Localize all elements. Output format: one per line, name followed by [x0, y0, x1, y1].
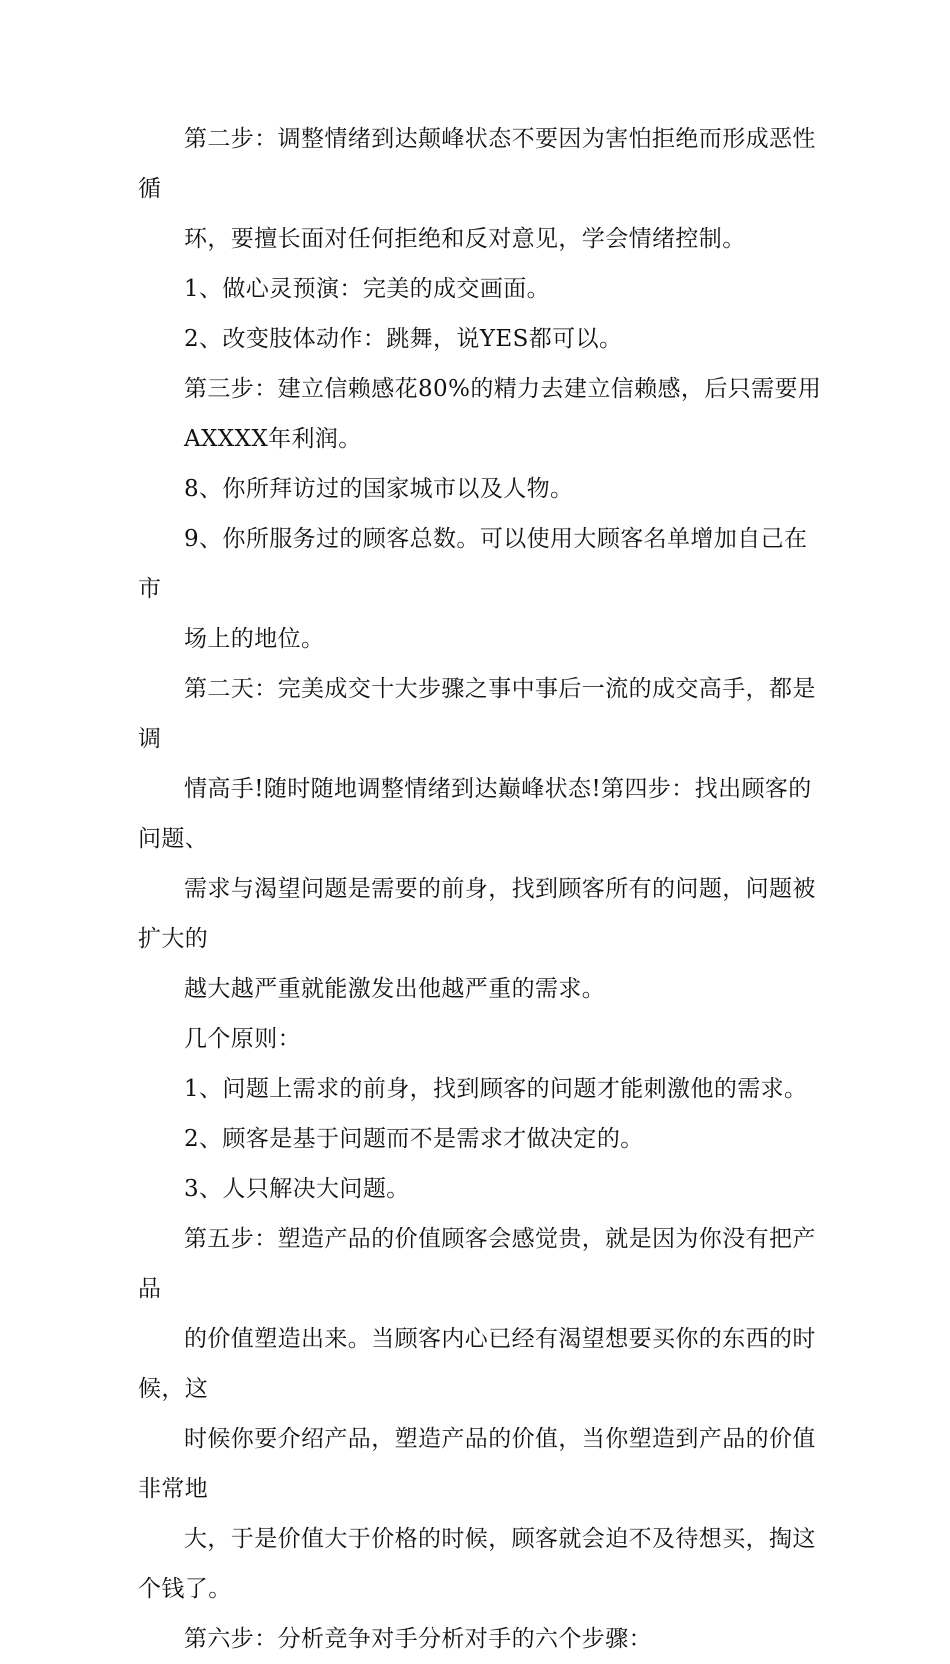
document-body: [138, 114, 824, 1664]
paragraph: [138, 114, 824, 264]
paragraph: [138, 514, 824, 664]
paragraph-line: 情高手!随时随地调整情绪到达巅峰状态!第四步：找出顾客的问题、: [138, 776, 812, 852]
paragraph: [138, 364, 824, 464]
paragraph: [138, 264, 824, 314]
paragraph: [138, 464, 824, 514]
paragraph-line: 2、改变肢体动作：跳舞，说YES都可以。: [184, 326, 623, 352]
paragraph-line: 第六步：分析竞争对手分析对手的六个步骤：: [184, 1626, 652, 1652]
paragraph-line: 2、顾客是基于问题而不是需求才做决定的。: [184, 1126, 644, 1152]
paragraph-line: 环，要擅长面对任何拒绝和反对意见，学会情绪控制。: [184, 226, 746, 252]
paragraph-line: 需求与渴望问题是需要的前身，找到顾客所有的问题，问题被扩大的: [138, 876, 816, 952]
paragraph-line: 时候你要介绍产品，塑造产品的价值，当你塑造到产品的价值非常地: [138, 1426, 816, 1502]
paragraph-line: 场上的地位。: [184, 626, 325, 652]
paragraph-line: 1、问题上需求的前身，找到顾客的问题才能刺激他的需求。: [184, 1076, 808, 1102]
paragraph-line: 几个原则：: [184, 1026, 301, 1052]
paragraph: [138, 664, 824, 1014]
paragraph: [138, 1214, 824, 1614]
paragraph-line: 越大越严重就能激发出他越严重的需求。: [184, 976, 606, 1002]
paragraph-line: 第五步：塑造产品的价值顾客会感觉贵，就是因为你没有把产品: [138, 1226, 816, 1302]
paragraph: [138, 1164, 824, 1214]
paragraph: [138, 314, 824, 364]
paragraph-line: 1、做心灵预演：完美的成交画面。: [184, 276, 551, 302]
paragraph-line: 9、你所服务过的顾客总数。可以使用大顾客名单增加自己在市: [138, 526, 808, 602]
paragraph-line: 大，于是价值大于价格的时候，顾客就会迫不及待想买，掏这个钱了。: [138, 1526, 816, 1602]
paragraph-line: AXXXX年利润。: [184, 426, 362, 452]
paragraph-line: 3、人只解决大问题。: [184, 1176, 410, 1202]
paragraph-line: 8、你所拜访过的国家城市以及人物。: [184, 476, 574, 502]
paragraph: [138, 1614, 824, 1664]
paragraph-line: 第二步：调整情绪到达颠峰状态不要因为害怕拒绝而形成恶性循: [138, 126, 816, 202]
paragraph: [138, 1064, 824, 1114]
paragraph-line: 的价值塑造出来。当顾客内心已经有渴望想要买你的东西的时候，这: [138, 1326, 816, 1402]
paragraph-line: 第二天：完美成交十大步骤之事中事后一流的成交高手，都是调: [138, 676, 816, 752]
paragraph: [138, 1014, 824, 1064]
paragraph-line: 第三步：建立信赖感花80%的精力去建立信赖感，后只需要用: [184, 376, 822, 402]
paragraph: [138, 1114, 824, 1164]
